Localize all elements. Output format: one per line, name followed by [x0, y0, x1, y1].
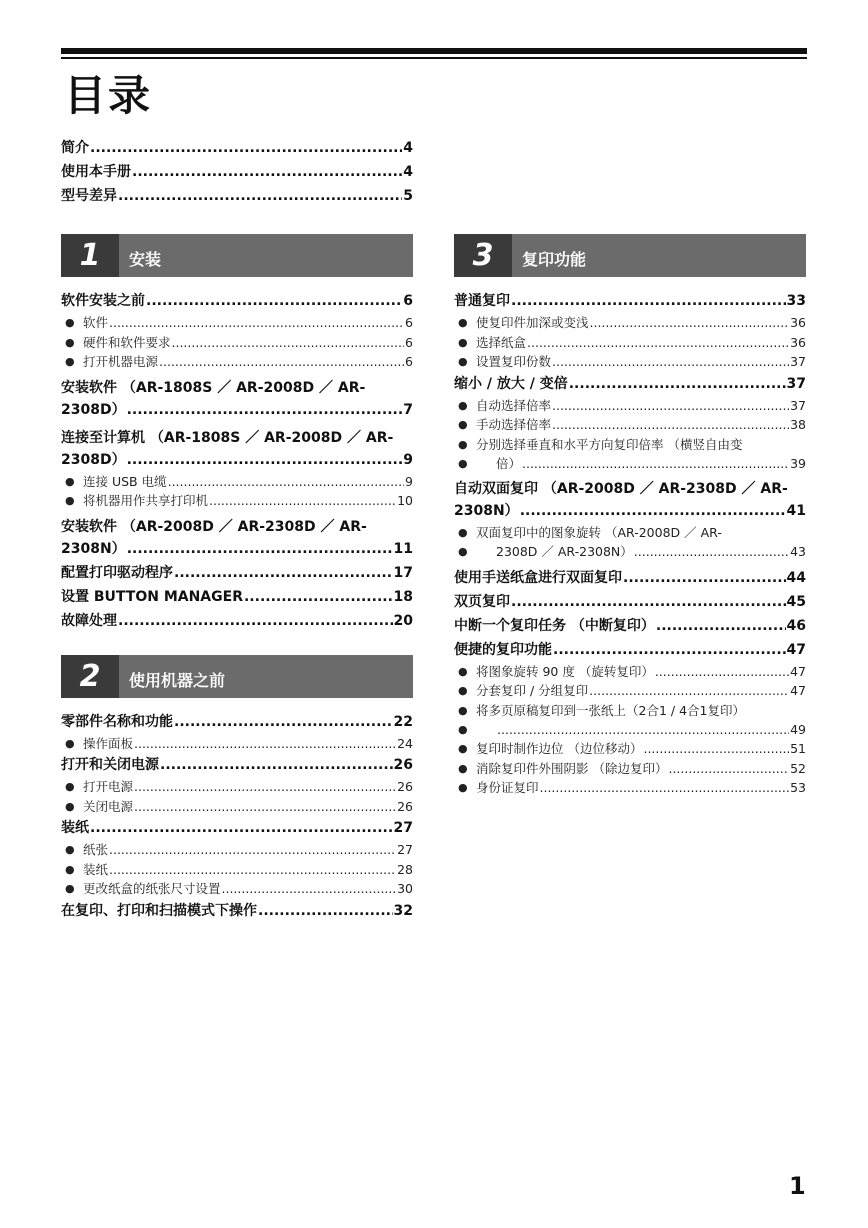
toc-entry[interactable]: 便捷的复印功能 ..... 47 — [454, 638, 806, 662]
page-number: 1 — [789, 1172, 806, 1200]
toc-entry[interactable]: 配置打印驱动程序 ..... 17 — [61, 561, 413, 585]
toc-subentry[interactable]: ● 分别选择垂直和水平方向复印倍率 （横竖自由变 ● 倍） ..... 39 — [454, 435, 806, 474]
toc-subentry[interactable]: ● 硬件和软件要求 ..... 6 — [61, 333, 413, 353]
toc-entry[interactable]: 缩小 / 放大 / 变倍 ..... 37 — [454, 372, 806, 396]
toc-subentry[interactable]: ● 连接 USB 电缆 ..... 9 — [61, 472, 413, 492]
toc-subentry[interactable]: ● 纸张 ..... 27 — [61, 840, 413, 860]
toc-subentry[interactable]: ● 设置复印份数 ..... 37 — [454, 352, 806, 372]
toc-subentry[interactable]: ● 自动选择倍率 ..... 37 — [454, 396, 806, 416]
toc-subentry[interactable]: ● 选择纸盒 ..... 36 — [454, 333, 806, 353]
toc-entry[interactable]: 装纸 ..... 27 — [61, 816, 413, 840]
toc-entry[interactable]: 连接至计算机 （AR-1808S ／ AR-2008D ／ AR- 2308D） ..... 9 — [61, 428, 413, 472]
toc-entry[interactable]: 安装软件 （AR-1808S ／ AR-2008D ／ AR- 2308D） ..... 7 — [61, 378, 413, 422]
toc-entry[interactable]: 中断一个复印任务 （中断复印） ..... 46 — [454, 614, 806, 638]
toc-entry[interactable]: 普通复印 ..... 33 — [454, 289, 806, 313]
chapter-2-header — [61, 655, 413, 698]
chapter-1-header — [61, 234, 413, 277]
toc-subentry[interactable]: ● 软件 ..... 6 — [61, 313, 413, 333]
toc-subentry[interactable]: ● 打开机器电源 ..... 6 — [61, 352, 413, 372]
toc-entry[interactable]: 双页复印 ..... 45 — [454, 590, 806, 614]
toc-entry[interactable]: 简介 ..... 4 — [61, 136, 413, 160]
toc-entry[interactable]: 使用手送纸盒进行双面复印 ..... 44 — [454, 566, 806, 590]
toc-subentry[interactable]: ● 关闭电源 ..... 26 — [61, 797, 413, 817]
toc-entry[interactable]: 使用本手册 ..... 4 — [61, 160, 413, 184]
toc-entry[interactable]: 打开和关闭电源 ..... 26 — [61, 753, 413, 777]
toc-entry[interactable]: 故障处理 ..... 20 — [61, 609, 413, 633]
toc-entry[interactable]: 软件安装之前 ..... 6 — [61, 289, 413, 313]
header-rule-thick — [61, 48, 807, 54]
toc-entry[interactable]: 安装软件 （AR-2008D ／ AR-2308D ／ AR- 2308N） ..... 11 — [61, 517, 413, 561]
toc-subentry[interactable]: ● 更改纸盒的纸张尺寸设置 ..... 30 — [61, 879, 413, 899]
toc-subentry[interactable]: ● 将多页原稿复印到一张纸上（2合1 / 4合1复印） ..... ● 49 — [454, 701, 806, 740]
chapter-number: 1 — [61, 234, 119, 277]
toc-entry[interactable]: 在复印、打印和扫描模式下操作 ..... 32 — [61, 899, 413, 923]
toc-subentry[interactable]: ● 装纸 ..... 28 — [61, 860, 413, 880]
chapter-number: 3 — [454, 234, 512, 277]
toc-entry[interactable]: 型号差异 ..... 5 — [61, 184, 413, 208]
toc-intro-section — [61, 136, 413, 208]
toc-subentry[interactable]: ● 将图象旋转 90 度 （旋转复印） ..... 47 — [454, 662, 806, 682]
chapter-title: 复印功能 — [522, 250, 587, 269]
chapter-title: 使用机器之前 — [129, 670, 226, 690]
toc-right-column — [454, 234, 806, 798]
toc-subentry[interactable]: ● 复印时制作边位 （边位移动） ..... 51 — [454, 739, 806, 759]
page-title: 目录 — [64, 71, 153, 120]
toc-subentry[interactable]: ● 消除复印件外围阴影 （除边复印） ..... 52 — [454, 759, 806, 779]
toc-subentry[interactable]: ● 操作面板 ..... 24 — [61, 734, 413, 754]
toc-subentry[interactable]: ● 分套复印 / 分组复印 ..... 47 — [454, 681, 806, 701]
toc-subentry[interactable]: ● 使复印件加深或变浅 ..... 36 — [454, 313, 806, 333]
chapter-number: 2 — [61, 655, 119, 698]
toc-subentry[interactable]: ● 手动选择倍率 ..... 38 — [454, 415, 806, 435]
toc-left-column — [61, 234, 413, 923]
toc-entry[interactable]: 设置 BUTTON MANAGER ..... 18 — [61, 585, 413, 609]
toc-subentry[interactable]: ● 双面复印中的图象旋转 （AR-2008D ／ AR- ● 2308D ／ AR-2308N） ..... 43 — [454, 523, 806, 562]
chapter-title: 安装 — [129, 250, 162, 269]
chapter-3-header — [454, 234, 806, 277]
toc-entry[interactable]: 自动双面复印 （AR-2008D ／ AR-2308D ／ AR- 2308N） ..... 41 — [454, 479, 806, 523]
header-rule-thin — [61, 57, 807, 59]
toc-entry[interactable]: 零部件名称和功能 ..... 22 — [61, 710, 413, 734]
toc-subentry[interactable]: ● 身份证复印 ..... 53 — [454, 778, 806, 798]
toc-subentry[interactable]: ● 打开电源 ..... 26 — [61, 777, 413, 797]
toc-subentry[interactable]: ● 将机器用作共享打印机 ..... 10 — [61, 491, 413, 511]
